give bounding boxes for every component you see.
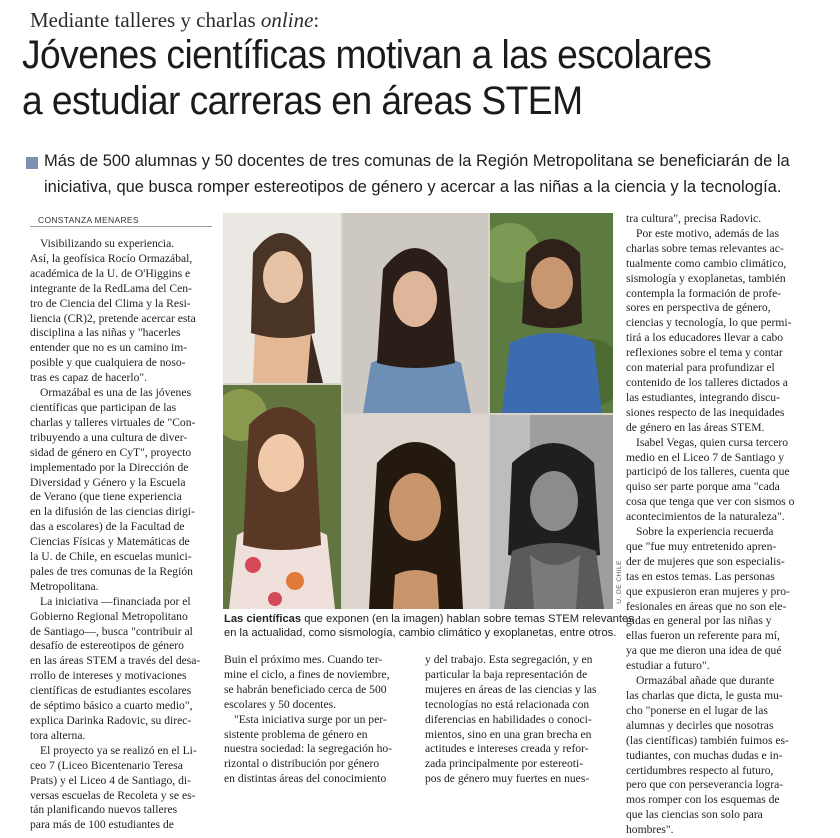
text-line: tualmente como cambio climático, — [626, 256, 787, 270]
text-line: tudiantes, con muchas dudas e in- — [626, 748, 783, 762]
text-line: Sobre la experiencia recuerda — [636, 525, 774, 539]
text-line: sidad de género en CyT", proyecto — [30, 445, 192, 459]
text-line: quiso ser parte porque ama "cada — [626, 480, 780, 494]
text-line: desafío de estereotipos de género — [30, 639, 184, 653]
text-line: nuestra sociedad: la segregación ho- — [224, 742, 393, 756]
deck-line: iniciativa, que busca romper estereotipos de género y acercar a las niñas a la ciencia y la tecnología. — [44, 178, 782, 196]
text-line: las estudiantes, integrando discu- — [626, 390, 780, 404]
text-line: contenido de los talleres dictados a — [626, 375, 788, 389]
text-line: (las científicas) también fuimos es- — [626, 733, 789, 747]
text-line: tán planificando nuevos talleres — [30, 803, 178, 817]
scientist-photo-4 — [223, 385, 341, 609]
text-line: versas escuelas de Recoleta y se es- — [30, 788, 196, 802]
scientist-photo-1 — [223, 213, 341, 383]
text-line: pero que con perseverancia logra- — [626, 778, 784, 792]
text-line: sores en perspectiva de género, — [626, 301, 771, 315]
text-line: das a escolares) de la Facultad de — [30, 520, 185, 534]
text-line: certidumbres respecto al futuro, — [626, 763, 774, 777]
text-line: hombres". — [626, 823, 674, 837]
headline-line: Jóvenes científicas motivan a las escolares — [22, 33, 712, 77]
text-line: entender que no es un camino im- — [30, 341, 188, 355]
scientist-photo-3 — [490, 213, 613, 413]
text-line: tora alterna. — [30, 728, 86, 742]
photo-credit: U. DE CHILE — [616, 560, 623, 604]
text-line: tras es capaz de hacerlo". — [30, 371, 148, 385]
text-line: tro de Ciencia del Clima y la Resi- — [30, 296, 191, 310]
text-line: sistente problema de género en — [224, 727, 368, 741]
text-line: en la difusión de las ciencias dirigi- — [30, 505, 195, 519]
text-line: siones respecto de las inequidades — [626, 405, 785, 419]
text-line: fesionales en áreas que no son ele- — [626, 599, 787, 613]
text-line: con material para profundizar el — [626, 361, 775, 375]
text-line: integrante de la RedLama del Cen- — [30, 281, 192, 295]
text-line: charlas sobre temas relevantes ac- — [626, 241, 784, 255]
scientist-photo-5 — [343, 415, 488, 609]
text-line: de Verano (que tiene experiencia — [30, 490, 182, 504]
text-line: la U. de Chile, en escuelas munici- — [30, 550, 192, 564]
photo-caption: Las científicas que exponen (en la imagen) hablan sobre temas STEM relevantes en la actualidad, como sismología, cambio climático y exoplanetas, entre otros. — [224, 613, 634, 639]
text-line: disciplina a las niñas y "hacerles — [30, 326, 181, 340]
text-line: pos de género muy fuertes en nues- — [425, 772, 590, 786]
text-line: tirá a los educadores llevar a cabo — [626, 331, 784, 345]
text-line: Isabel Vegas, quien cursa tercero — [636, 435, 789, 449]
text-line: explica Darinka Radovic, su direc- — [30, 714, 192, 727]
text-line: ya que me dieron una idea de qué — [626, 644, 782, 658]
text-line: ceo 7 (Liceo Bicentenario Teresa — [30, 758, 183, 772]
text-line: de género en las áreas STEM. — [626, 420, 765, 434]
deck-bullet-icon — [26, 157, 38, 169]
text-line: participó de los talleres, cuenta que — [626, 465, 790, 479]
text-line: rizontal o distribución por género — [224, 757, 380, 771]
text-line: implementado por la Dirección de — [30, 460, 189, 474]
text-line: acontecimientos de la naturaleza". — [626, 510, 785, 524]
text-line: charlas y talleres virtuales de "Con- — [30, 415, 196, 429]
scientist-photo-6 — [490, 415, 613, 609]
text-line: Ormazábal añade que durante — [636, 674, 775, 688]
byline: CONSTANZA MENARES — [38, 215, 139, 225]
text-line: reflexiones sobre el tema y contar — [626, 346, 783, 360]
text-line: de Santiago—, busca "contribuir al — [30, 624, 193, 638]
text-line: diferencias en habilidades o conoci- — [425, 712, 592, 726]
text-line: Así, la geofísica Rocío Ormazábal, — [30, 251, 193, 265]
text-line: pales de tres comunas de la Región — [30, 564, 193, 578]
text-line: Ciencias Físicas y Matemáticas de — [30, 535, 190, 549]
text-line: mujeres en áreas de las ciencias y las — [425, 682, 597, 696]
kicker: Mediante talleres y charlas online: — [30, 8, 320, 32]
text-line: Por este motivo, además de las — [636, 226, 779, 240]
text-line: Diversidad y Género y la Escuela — [30, 475, 186, 489]
text-line: medio en el Liceo 7 de Santiago y — [626, 450, 785, 464]
text-line: en las áreas STEM a través del desa- — [30, 654, 201, 668]
text-line: estudiar a futuro". — [626, 659, 710, 673]
text-line: que "fue muy entretenido apren- — [626, 539, 777, 553]
text-line: particular la baja representación de — [425, 667, 588, 681]
text-line: y del trabajo. Esta segregación, y en — [425, 653, 593, 666]
text-line: Gobierno Regional Metropolitano — [30, 609, 188, 623]
text-line: científicas que participan de las — [30, 400, 177, 414]
body-column-2 — [224, 653, 414, 787]
text-line: der de mujeres que son especialis- — [626, 554, 785, 568]
text-line: que expusieron eran mujeres y pro- — [626, 584, 790, 598]
text-line: Buin el próximo mes. Cuando ter- — [224, 653, 383, 666]
text-line: de séptimo básico a cuarto medio", — [30, 699, 193, 713]
text-line: Metropolitana. — [30, 579, 99, 593]
headline-line: a estudiar carreras en áreas STEM — [22, 79, 583, 123]
body-column-1 — [30, 237, 213, 833]
text-line: posible y que cualquiera de noso- — [30, 356, 186, 370]
caption-lead: Las científicas — [224, 613, 302, 625]
text-line: científicas de estudiantes escolares — [30, 684, 192, 698]
text-line: tribuyendo a una cultura de diver- — [30, 430, 188, 444]
text-line: tecnologías no está relacionada con — [425, 697, 590, 711]
text-line: mos romper con los esquemas de — [626, 793, 780, 807]
text-line: contempla la formación de profe- — [626, 286, 782, 300]
text-line: gidas en general por las niñas y — [626, 614, 772, 628]
text-line: que las ciencias son solo para — [626, 808, 763, 822]
text-line: tra cultura", precisa Radovic. — [626, 212, 762, 225]
text-line: Prats) y el Liceo 4 de Santiago, di- — [30, 773, 191, 787]
text-line: actitudes e intereses creada y refor- — [425, 742, 589, 756]
text-line: zada principalmente por estereoti- — [425, 757, 584, 771]
text-line: Ormazábal es una de las jóvenes — [40, 386, 191, 400]
text-line: escolares y 50 docentes. — [224, 697, 337, 711]
scientist-photo-2 — [343, 213, 488, 413]
text-line: cosa que tenga que ver con sismos o — [626, 495, 795, 509]
text-line: Visibilizando su experiencia. — [40, 237, 175, 250]
text-line: El proyecto ya se realizó en el Li- — [40, 743, 197, 757]
photo-collage — [223, 213, 613, 609]
byline-divider — [30, 226, 212, 227]
text-line: para más de 100 estudiantes de — [30, 818, 174, 832]
text-line: tas en estos temas. Las personas — [626, 569, 775, 583]
text-line: mine el ciclo, a fines de noviembre, — [224, 667, 390, 681]
text-line: liencia (CR)2, pretende acercar esta — [30, 311, 196, 325]
body-column-4 — [626, 212, 806, 838]
text-line: rrollo de intereses y motivaciones — [30, 669, 187, 683]
text-line: mientos, sino en una gran brecha en — [425, 727, 592, 741]
text-line: ellas fueron un referente para mí, — [626, 629, 780, 643]
text-line: en distintas áreas del conocimiento — [224, 772, 387, 786]
text-line: académica de la U. de O'Higgins e — [30, 266, 191, 280]
deck-line: Más de 500 alumnas y 50 docentes de tres comunas de la Región Metropolitana se beneficiarán de la — [44, 152, 790, 170]
text-line: las charlas que dicta, le gusta mu- — [626, 689, 783, 702]
deck — [44, 148, 834, 200]
text-line: se habrán beneficiado cerca de 500 — [224, 682, 387, 696]
body-column-3 — [425, 653, 615, 787]
text-line: alumnas y decirles que nosotras — [626, 718, 774, 732]
headline — [22, 32, 766, 124]
text-line: ciencias y tecnología, lo que permi- — [626, 316, 792, 330]
text-line: cho "ponerse en el lugar de las — [626, 703, 768, 717]
text-line: La iniciativa —financiada por el — [40, 594, 191, 608]
text-line: "Esta iniciativa surge por un per- — [234, 712, 387, 726]
text-line: sismología y exoplanetas, también — [626, 271, 786, 285]
